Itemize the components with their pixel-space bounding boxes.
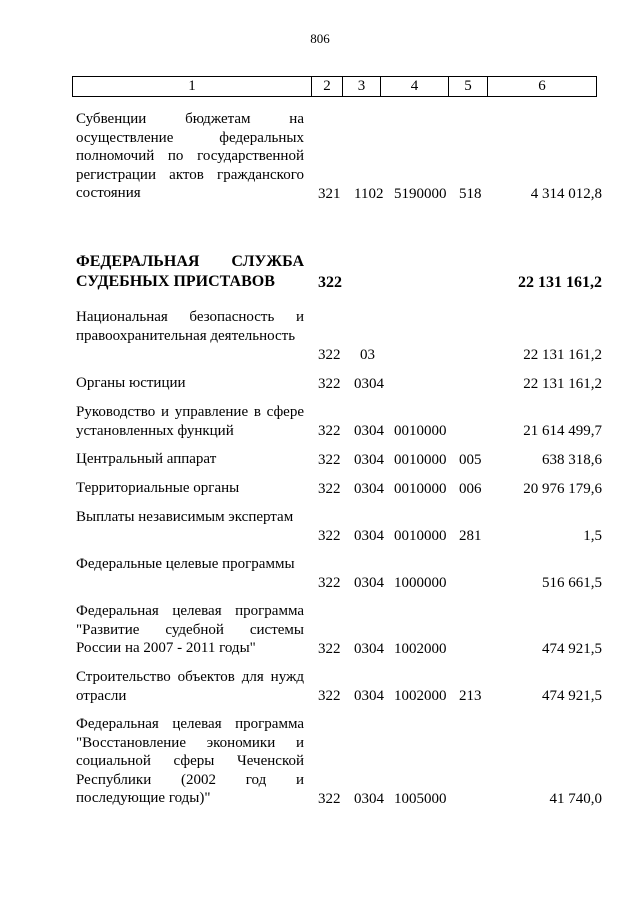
table-row — [0, 602, 640, 658]
row-code-2: 322 — [318, 451, 341, 468]
row-name: Федеральные целевые программы — [76, 556, 295, 572]
table-row — [0, 403, 640, 440]
row-code-2: 322 — [318, 480, 341, 497]
row-code-2: 322 — [318, 375, 341, 392]
header-col-4: 4 — [381, 77, 449, 97]
row-code-5: 213 — [459, 687, 482, 704]
column-header-table — [72, 76, 597, 97]
row-amount: 1,5 — [583, 527, 602, 544]
row-code-4: 5190000 — [394, 185, 447, 202]
row-code-4: 0010000 — [394, 451, 447, 468]
row-code-3: 0304 — [354, 480, 384, 497]
row-code-3: 0304 — [354, 527, 384, 544]
row-code-3: 1102 — [354, 185, 384, 202]
row-name: Центральный аппарат — [76, 451, 217, 467]
table-row — [0, 555, 640, 592]
header-col-2: 2 — [312, 77, 343, 97]
row-name: Территориальные органы — [76, 480, 240, 496]
row-code-4: 1000000 — [394, 574, 447, 591]
row-amount: 638 318,6 — [542, 451, 602, 468]
row-code-4: 1002000 — [394, 687, 447, 704]
row-code-2: 322 — [318, 346, 341, 363]
row-name: Строительство объектов для нужд отрасли — [76, 669, 304, 704]
table-row — [0, 668, 640, 705]
row-code-4: 1002000 — [394, 640, 447, 657]
row-amount: 474 921,5 — [542, 640, 602, 657]
row-code-3: 0304 — [354, 640, 384, 657]
row-name: Субвенции бюджетам на осуществление федеральных полномочий по государственной регистрации актов гражданского состояния — [76, 111, 304, 201]
row-code-2: 322 — [318, 574, 341, 591]
table-row — [0, 308, 640, 364]
row-code-2: 322 — [318, 422, 341, 439]
row-name: Национальная безопасность и правоохранительная деятельность — [76, 309, 304, 344]
row-code-2: 322 — [318, 640, 341, 657]
row-amount: 22 131 161,2 — [523, 375, 602, 392]
table-row — [0, 715, 640, 808]
table-row — [0, 110, 640, 203]
row-amount: 21 614 499,7 — [523, 422, 602, 439]
header-col-5: 5 — [449, 77, 488, 97]
page-number: 806 — [310, 31, 330, 46]
row-code-4: 1005000 — [394, 790, 447, 807]
row-amount: 474 921,5 — [542, 687, 602, 704]
row-code-3: 03 — [360, 346, 375, 363]
header-col-6: 6 — [488, 77, 597, 97]
row-amount: 22 131 161,2 — [518, 273, 602, 291]
row-code-4: 0010000 — [394, 480, 447, 497]
row-amount: 41 740,0 — [549, 790, 602, 807]
row-code-3: 0304 — [354, 790, 384, 807]
row-code-2: 322 — [318, 527, 341, 544]
row-code-5: 006 — [459, 480, 482, 497]
row-name: Федеральная целевая программа "Восстановление экономики и социальной сферы Чеченской Республики (2002 год и последующие годы)" — [76, 716, 304, 806]
row-name: Федеральная целевая программа "Развитие судебной системы России на 2007 - 2011 годы" — [76, 603, 304, 656]
header-col-1: 1 — [73, 77, 312, 97]
row-code-2: 322 — [318, 790, 341, 807]
table-row — [0, 479, 640, 498]
row-code-3: 0304 — [354, 574, 384, 591]
row-amount: 20 976 179,6 — [523, 480, 602, 497]
row-code-5: 005 — [459, 451, 482, 468]
row-code-2: 321 — [318, 185, 341, 202]
row-amount: 22 131 161,2 — [523, 346, 602, 363]
row-code-5: 518 — [459, 185, 482, 202]
row-name: ФЕДЕРАЛЬНАЯ СЛУЖБА СУДЕБНЫХ ПРИСТАВОВ — [76, 253, 304, 290]
table-row — [0, 374, 640, 393]
row-code-3: 0304 — [354, 422, 384, 439]
row-code-4: 0010000 — [394, 422, 447, 439]
table-row — [0, 252, 640, 292]
table-row — [0, 450, 640, 469]
row-code-5: 281 — [459, 527, 482, 544]
row-amount: 516 661,5 — [542, 574, 602, 591]
row-name: Руководство и управление в сфере установленных функций — [76, 404, 304, 439]
row-amount: 4 314 012,8 — [530, 185, 602, 202]
row-code-3: 0304 — [354, 687, 384, 704]
row-name: Выплаты независимым экспертам — [76, 509, 294, 525]
row-code-2: 322 — [318, 273, 342, 291]
row-code-3: 0304 — [354, 451, 384, 468]
header-col-3: 3 — [343, 77, 381, 97]
row-code-3: 0304 — [354, 375, 384, 392]
table-row — [0, 508, 640, 545]
row-code-4: 0010000 — [394, 527, 447, 544]
row-code-2: 322 — [318, 687, 341, 704]
row-name: Органы юстиции — [76, 375, 186, 391]
